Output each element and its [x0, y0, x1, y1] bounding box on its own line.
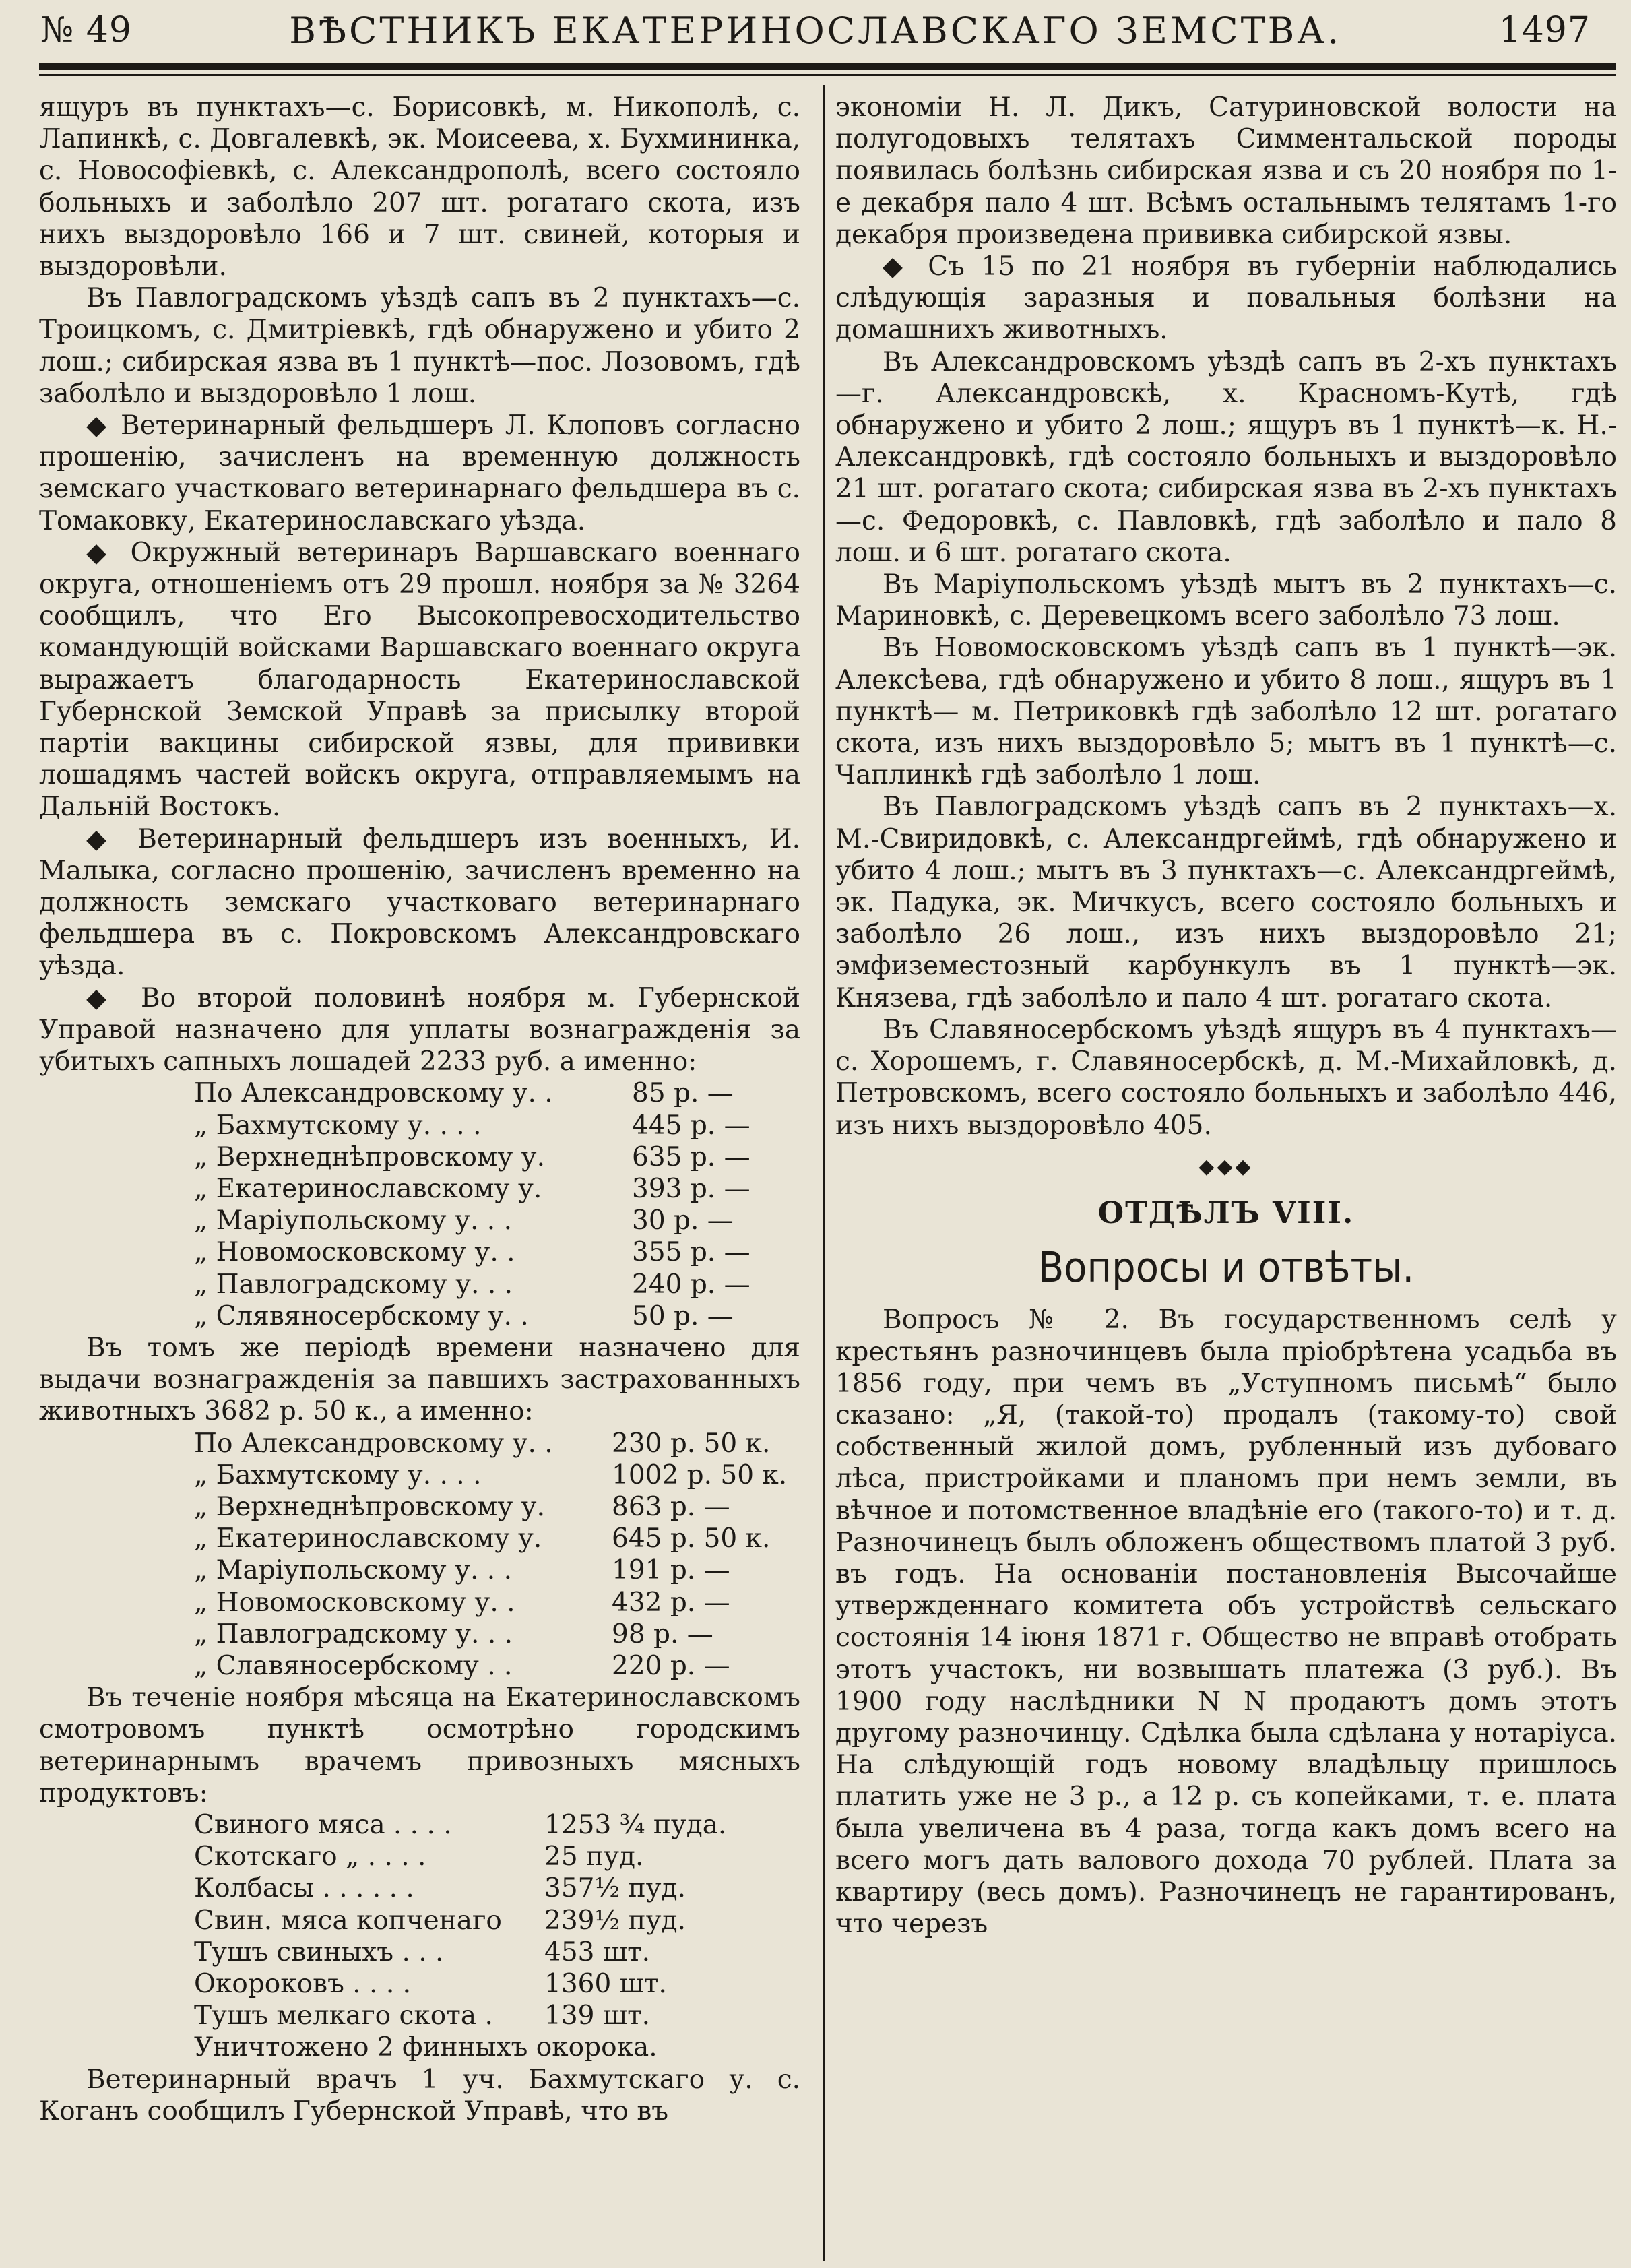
paragraph: Въ Маріупольскомъ уѣздѣ мытъ въ 2 пунктахъ—с. Мариновкѣ, с. Деревецкомъ всего заболѣло 73 лош.	[835, 569, 1617, 632]
list-item-name: „ Павлоградскому у. . .	[194, 1269, 513, 1300]
issue-number: № 49	[40, 10, 132, 51]
list-item-value: 230 р. 50 к.	[612, 1428, 771, 1459]
list-item	[194, 1554, 800, 1586]
list-item	[194, 1173, 800, 1205]
list-item-name: „ Слявяносербскому у. .	[194, 1300, 529, 1331]
list-item-value: 1360 шт.	[544, 1968, 667, 1999]
list-item	[194, 1236, 800, 1268]
list-item-name: „ Верхнеднѣпровскому у.	[194, 1141, 546, 1172]
list-item-value: 25 пуд.	[544, 1841, 644, 1872]
paragraph: Въ Павлоградскомъ уѣздѣ сапъ въ 2 пунктахъ—с. Троицкомъ, с. Дмитріевкѣ, гдѣ обнаружено и убито 2 лош.; сибирская язва въ 1 пунктѣ—пос. Лозовомъ, гдѣ заболѣло и выздоровѣло 1 лош.	[39, 283, 800, 409]
list-item-name: „ Славяносербскому . .	[194, 1650, 513, 1681]
list-item-name: Свин. мяса копченаго	[194, 1905, 502, 1936]
reward-list-horses	[194, 1077, 800, 1332]
product-list	[194, 1809, 800, 2064]
paragraph: Въ теченіе ноября мѣсяца на Екатеринославскомъ смотровомъ пунктѣ осмотрѣно городскимъ ветеринарнымъ врачемъ привозныхъ мясныхъ продуктовъ:	[39, 1682, 800, 1808]
paragraph: Вопросъ № 2. Въ государственномъ селѣ у крестьянъ разночинцевъ была пріобрѣтена усадьба въ 1856 году, при чемъ въ „Уступномъ письмѣ“ было сказано: „Я, (такой-то) продалъ (такому-то) свой собственный жилой домъ, рубленный изъ дубоваго лѣса, пристройками и планомъ при немъ земли, въ вѣчное и потомственное владѣніе его (такого-то) и т. д. Разночинецъ былъ обложенъ обществомъ платой 3 руб. въ годъ. На основаніи постановленія Высочайше утвержденнаго комитета объ устройствѣ сельскаго состоянія 14 іюня 1871 г. Общество не вправѣ отобрать этотъ участокъ, ни возвышать платежа (3 руб.). Въ 1900 году наслѣдники N N продаютъ домъ этотъ другому разночинцу. Сдѣлка была сдѣлана у нотаріуса. На слѣдующій годъ новому владѣльцу пришлось платить уже не 3 р., а 12 р. съ копейками, т. е. плата была увеличена въ 4 раза, тогда какъ домъ всего на всего могъ дать валового дохода 70 рублей. Плата за квартиру (весь домъ). Разночинецъ не гарантированъ, что черезъ	[835, 1304, 1617, 1940]
list-item-value: 355 р. —	[632, 1237, 750, 1268]
page-number: 1497	[1498, 10, 1591, 51]
list-item	[194, 1809, 800, 1841]
list-item	[194, 1428, 800, 1459]
list-item-value: 357½ пуд.	[544, 1873, 686, 1904]
list-item-name: По Александровскому у. .	[194, 1428, 553, 1459]
journal-title: ВѢСТНИКЪ ЕКАТЕРИНОСЛАВСКАГО ЗЕМСТВА.	[289, 9, 1342, 52]
list-item	[194, 1650, 800, 1682]
list-item-name: „ Бахмутскому у. . . .	[194, 1459, 482, 1490]
paragraph: ◆ Ветеринарный фельдшеръ Л. Клоповъ согласно прошенію, зачисленъ на временную должность земскаго участковаго ветеринарнаго фельдшера въ с. Томаковку, Екатеринославскаго уѣзда.	[39, 410, 800, 536]
paragraph: ящуръ въ пунктахъ—с. Борисовкѣ, м. Никополѣ, с. Лапинкѣ, с. Довгалевкѣ, эк. Моисеева, х. Бухмининка, с. Новософіевкѣ, с. Александрополѣ, всего состояло больныхъ и заболѣло 207 шт. рогатаго скота, изъ нихъ выздоровѣло 166 и 7 шт. свиней, которыя и выздоровѣли.	[39, 92, 800, 282]
paragraph: Въ Новомосковскомъ уѣздѣ сапъ въ 1 пунктѣ—эк. Алексѣева, гдѣ обнаружено и убито 8 лош., ящуръ въ 1 пунктѣ— м. Петриковкѣ гдѣ заболѣло 12 шт. рогатаго скота, изъ нихъ выздоровѣло 5; мытъ въ 1 пунктѣ—с. Чаплинкѣ гдѣ заболѣло 1 лош.	[835, 633, 1617, 791]
list-item-value: 393 р. —	[632, 1173, 750, 1204]
paragraph: Въ Александровскомъ уѣздѣ сапъ въ 2-хъ пунктахъ—г. Александровскѣ, х. Красномъ-Кутѣ, гдѣ обнаружено и убито 2 лош.; ящуръ въ 1 пунктѣ—к. Н.-Александровкѣ, гдѣ состояло больныхъ и выздоровѣло 21 шт. рогатаго скота; сибирская язва въ 2-хъ пунктахъ—с. Федоровкѣ, с. Павловкѣ, гдѣ заболѣло и пало 8 лош. и 6 шт. рогатаго скота.	[835, 346, 1617, 568]
list-item	[194, 1077, 800, 1109]
paragraph: ◆ Съ 15 по 21 ноября въ губерніи наблюдались слѣдующія заразныя и повальныя болѣзни на домашнихъ животныхъ.	[835, 251, 1617, 346]
list-item	[194, 2000, 800, 2031]
list-item-value: 1002 р. 50 к.	[612, 1459, 788, 1490]
header-rule-thick	[39, 63, 1616, 70]
right-column	[835, 92, 1617, 1940]
reward-list-insured	[194, 1428, 800, 1682]
list-item-value: 139 шт.	[544, 2001, 651, 2031]
section-heading: Вопросы и отвѣты.	[1037, 1243, 1415, 1292]
paragraph: Въ Славяносербскомъ уѣздѣ ящуръ въ 4 пунктахъ—с. Хорошемъ, г. Славяносербскѣ, д. М.-Михайловкѣ, д. Петровскомъ, всего состояло больныхъ и заболѣло 446, изъ нихъ выздоровѣло 405.	[835, 1014, 1617, 1141]
list-item-name: „ Маріупольскому у. . .	[194, 1205, 512, 1236]
list-item	[194, 1905, 800, 1936]
list-item-value: 445 р. —	[632, 1110, 750, 1141]
list-item	[194, 1491, 800, 1523]
list-item-value: 239½ пуд.	[544, 1905, 686, 1936]
list-item-value: 453 шт.	[544, 1936, 651, 1967]
list-item-name: Тушъ мелкаго скота .	[194, 2001, 493, 2031]
paragraph: экономіи Н. Л. Дикъ, Сатуриновской волости на полугодовыхъ телятахъ Симментальской породы появилась болѣзнь сибирская язва и съ 20 ноября по 1-е декабря пало 4 шт. Всѣмъ остальнымъ телятамъ 1-го декабря произведена прививка сибирской язвы.	[835, 92, 1617, 250]
header-rule-thin	[39, 74, 1616, 76]
list-item-name: Скотскаго „ . . . .	[194, 1841, 426, 1872]
list-item	[194, 1300, 800, 1332]
list-item-value: 30 р. —	[632, 1205, 734, 1236]
list-item-name: „ Павлоградскому у. . .	[194, 1618, 513, 1649]
list-item-value: 635 р. —	[632, 1141, 750, 1172]
paragraph: Въ томъ же періодѣ времени назначено для выдачи вознагражденія за павшихъ застрахованныхъ животныхъ 3682 р. 50 к., а именно:	[39, 1332, 800, 1427]
list-item-value: 191 р. —	[612, 1555, 730, 1586]
list-item	[194, 1968, 800, 2000]
list-item-value: 50 р. —	[632, 1300, 734, 1331]
list-item-name: Колбасы . . . . . .	[194, 1873, 414, 1904]
list-item-name: По Александровскому у. .	[194, 1078, 553, 1109]
list-item	[194, 1587, 800, 1618]
list-item	[194, 1110, 800, 1141]
page-header	[40, 4, 1591, 57]
list-item	[194, 1841, 800, 1872]
list-item-value: 432 р. —	[612, 1587, 730, 1618]
paragraph: Ветеринарный врачъ 1 уч. Бахмутскаго у. с. Коганъ сообщилъ Губернской Управѣ, что въ	[39, 2064, 800, 2127]
section-title: ОТДѢЛЪ VIII.	[1097, 1195, 1355, 1230]
list-item-value: 240 р. —	[632, 1269, 750, 1300]
destroyed-note: Уничтожено 2 финныхъ окорока.	[194, 2032, 658, 2063]
list-item	[194, 1936, 800, 1968]
list-item	[194, 1618, 800, 1650]
paragraph: ◆ Ветеринарный фельдшеръ изъ военныхъ, И. Малыка, согласно прошенію, зачисленъ временно на должность земскаго участковаго ветеринарнаго фельдшера въ с. Покровскомъ Александровскаго уѣзда.	[39, 823, 800, 982]
list-item	[194, 1141, 800, 1173]
list-item-name: „ Новомосковскому у. .	[194, 1587, 515, 1618]
paragraph: ◆ Во второй половинѣ ноября м. Губернской Управой назначено для уплаты вознагражденія за убитыхъ сапныхъ лошадей 2233 руб. а именно:	[39, 982, 800, 1077]
list-item-value: 1253 ¾ пуда.	[544, 1809, 727, 1840]
paragraph: ◆ Окружный ветеринаръ Варшавскаго военнаго округа, отношеніемъ отъ 29 прошл. ноября за № 3264 сообщилъ, что Его Высокопревосходительство командующій войсками Варшавскаго военнаго округа выражаетъ благодарность Екатеринославской Губернской Земской Управѣ за присылку второй партіи вакцины сибирской язвы, для прививки лошадямъ частей войскъ округа, отправляемымъ на Дальній Востокъ.	[39, 537, 800, 823]
paragraph: Въ Павлоградскомъ уѣздѣ сапъ въ 2 пунктахъ—х. М.-Свиридовкѣ, с. Александргеймѣ, гдѣ обнаружено и убито 4 лош.; мытъ въ 3 пунктахъ—с. Александргеймѣ, эк. Падука, эк. Мичкусъ, всего состояло больныхъ и заболѣло 26 лош., изъ нихъ выздоровѣло 21; эмфиземестозный карбункулъ въ 1 пунктѣ—эк. Князева, гдѣ заболѣло и пало 4 шт. рогатаго скота.	[835, 792, 1617, 1013]
list-item	[194, 1459, 800, 1491]
list-item-name: Тушъ свиныхъ . . .	[194, 1936, 444, 1967]
list-item-name: „ Екатеринославскому у.	[194, 1173, 542, 1204]
list-item	[194, 1872, 800, 1904]
list-item-name: Окороковъ . . . .	[194, 1968, 412, 1999]
list-item-value: 220 р. —	[612, 1650, 730, 1681]
list-item-value: 645 р. 50 к.	[612, 1523, 771, 1554]
left-column	[39, 92, 800, 2127]
list-item-value: 98 р. —	[612, 1618, 713, 1649]
list-item-value: 85 р. —	[632, 1078, 734, 1109]
list-item-name: „ Маріупольскому у. . .	[194, 1555, 512, 1586]
ornament-icon: ◆◆◆	[1198, 1154, 1254, 1178]
list-item-name: „ Верхнеднѣпровскому у.	[194, 1491, 546, 1522]
list-item-name: „ Екатеринославскому у.	[194, 1523, 542, 1554]
list-item-name: „ Бахмутскому у. . . .	[194, 1110, 482, 1141]
list-item	[194, 1523, 800, 1554]
list-item-value: 863 р. —	[612, 1491, 730, 1522]
list-item	[194, 1269, 800, 1300]
list-item-name: „ Новомосковскому у. .	[194, 1237, 515, 1268]
list-item	[194, 1205, 800, 1236]
column-divider	[823, 85, 825, 2261]
list-item-name: Свиного мяса . . . .	[194, 1809, 452, 1840]
